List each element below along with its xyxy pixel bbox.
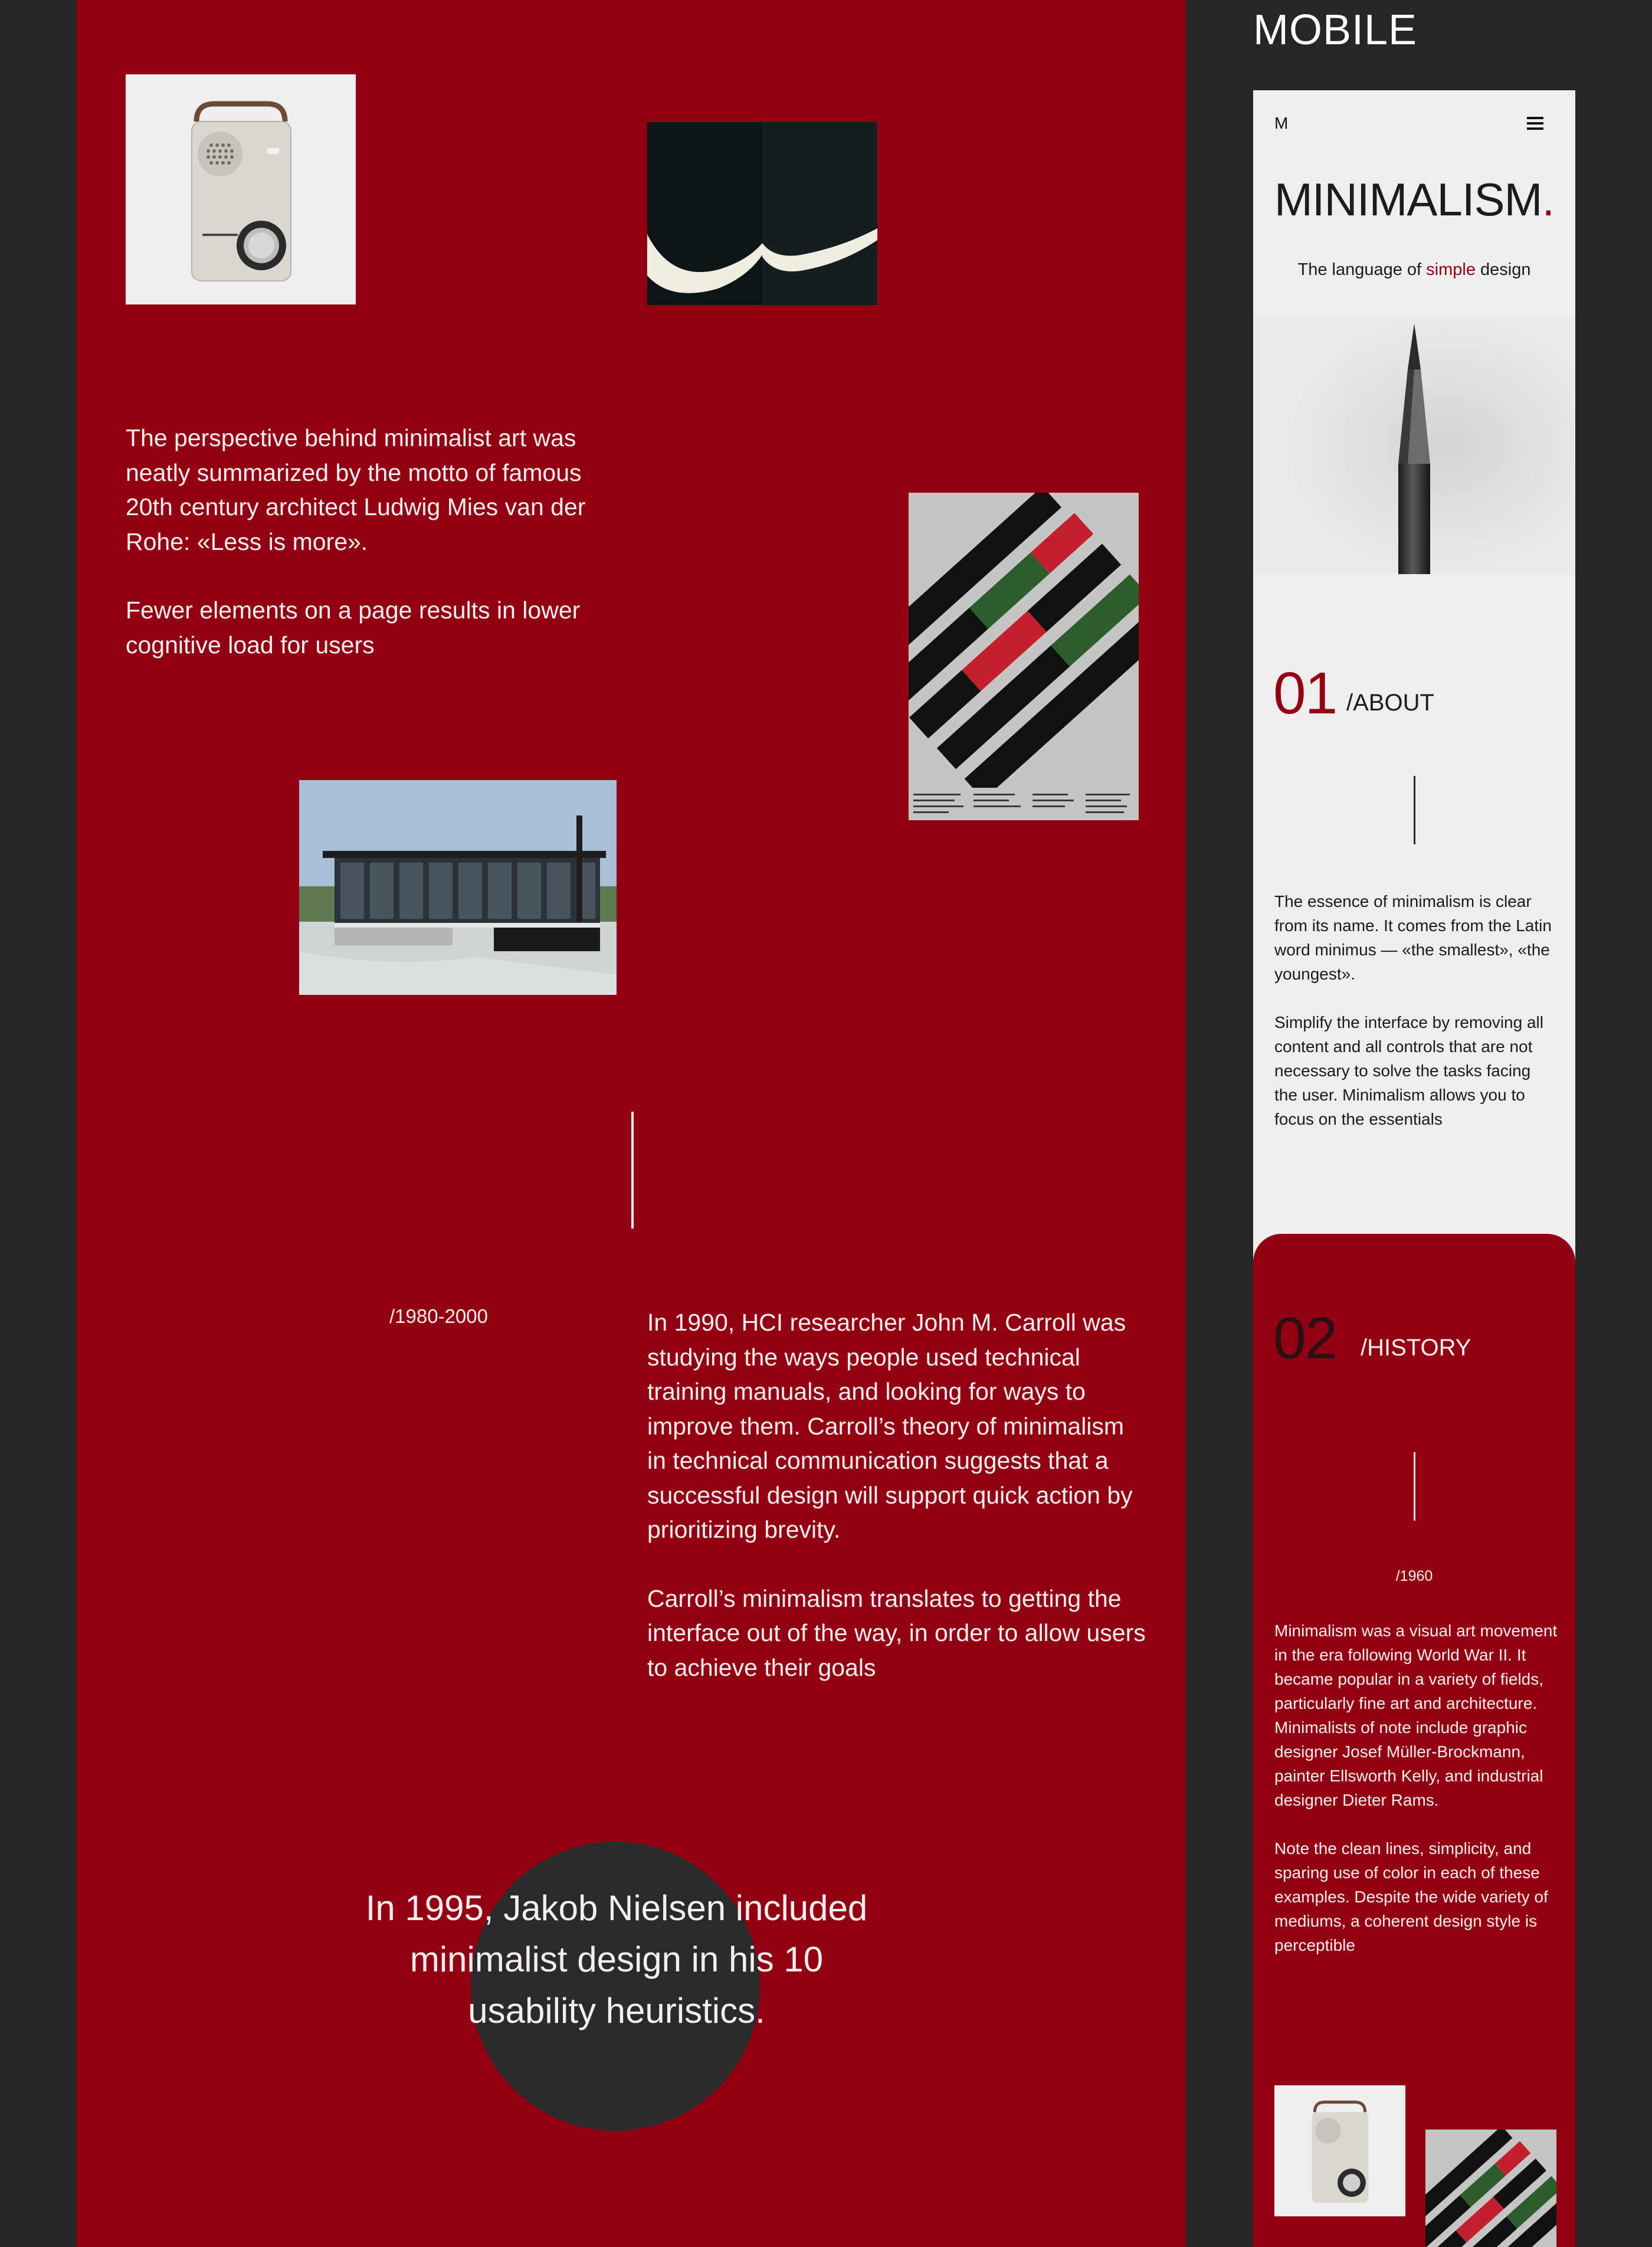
- subtitle-pre: The language of: [1297, 260, 1427, 279]
- about-text: [1274, 889, 1558, 1131]
- poster-image: [909, 493, 1139, 820]
- history-paragraph: Note the clean lines, simplicity, and sparing use of color in each of these examples. Despite the wide variety of mediums, a coherent design style is perceptible: [1274, 1839, 1548, 1954]
- page-subtitle: [1253, 260, 1575, 280]
- history-divider: [1414, 1452, 1415, 1521]
- building-image: [299, 780, 617, 995]
- page-title: [1253, 173, 1575, 227]
- pencil-image: [1253, 316, 1575, 574]
- history-heading: /HISTORY: [1361, 1335, 1471, 1361]
- intro-paragraph: The perspective behind minimalist art was neatly summarized by the motto of famous 20th century architect Ludwig Mies van der Rohe: «Less is more».: [126, 424, 586, 555]
- about-paragraph: Simplify the interface by removing all content and all controls that are not necessary to solve the tasks facing the user. Minimalism allows you to focus on the essentials: [1274, 1013, 1543, 1128]
- carroll-paragraph: In 1990, HCI researcher John M. Carroll was studying the ways people used technical training manuals, and looking for ways to improve them. Carroll’s theory of minimalism in technical communication suggests that a successful design will support quick action by prioritizing brevity.: [647, 1309, 1133, 1543]
- subtitle-post: design: [1475, 260, 1531, 279]
- history-section: [1253, 1234, 1575, 2247]
- radio-image: [126, 74, 356, 304]
- period-label: /1980-2000: [389, 1305, 488, 1327]
- history-year: /1960: [1395, 1568, 1433, 1584]
- section-divider: [631, 1112, 634, 1229]
- subtitle-accent: simple: [1426, 260, 1476, 279]
- carroll-paragraph: Carroll’s minimalism translates to getting the interface out of the way, in order to allow users to achieve their goals: [647, 1584, 1146, 1681]
- nielsen-quote: In 1995, Jakob Nielsen included minimalist design in his 10 usability heuristics.: [365, 1888, 868, 2030]
- carroll-text: [647, 1305, 1149, 1685]
- history-paragraph: Minimalism was a visual art movement in the era following World War II. It became popular in a variety of fields, particularly fine art and architecture. Minimalists of note include graphic designer Josef Müller-Brockmann, painter Ellsworth Kelly, and industrial designer Dieter Rams.: [1274, 1622, 1558, 1809]
- about-divider: [1414, 776, 1415, 844]
- about-number: 01: [1273, 660, 1337, 726]
- poster-thumbnail: [1425, 2130, 1556, 2247]
- history-number: 02: [1273, 1305, 1337, 1371]
- about-heading: /ABOUT: [1346, 690, 1434, 716]
- logo[interactable]: M: [1274, 114, 1289, 132]
- page-title-text: MINIMALISM: [1274, 173, 1542, 225]
- title-dot: .: [1542, 173, 1555, 225]
- radio-thumbnail: [1274, 2085, 1405, 2216]
- mobile-label: MOBILE: [1253, 6, 1418, 54]
- hamburger-icon[interactable]: [1527, 117, 1543, 130]
- about-paragraph: The essence of minimalism is clear from its name. It comes from the Latin word minimus — «the smallest», «the youngest».: [1274, 892, 1552, 983]
- intro-paragraph: Fewer elements on a page results in lower cognitive load for users: [126, 597, 581, 659]
- wave-artwork-image: [647, 122, 877, 305]
- mobile-page: [1253, 90, 1575, 2247]
- desktop-page: [77, 0, 1186, 2247]
- history-text: [1274, 1619, 1561, 1957]
- intro-text: [126, 421, 627, 662]
